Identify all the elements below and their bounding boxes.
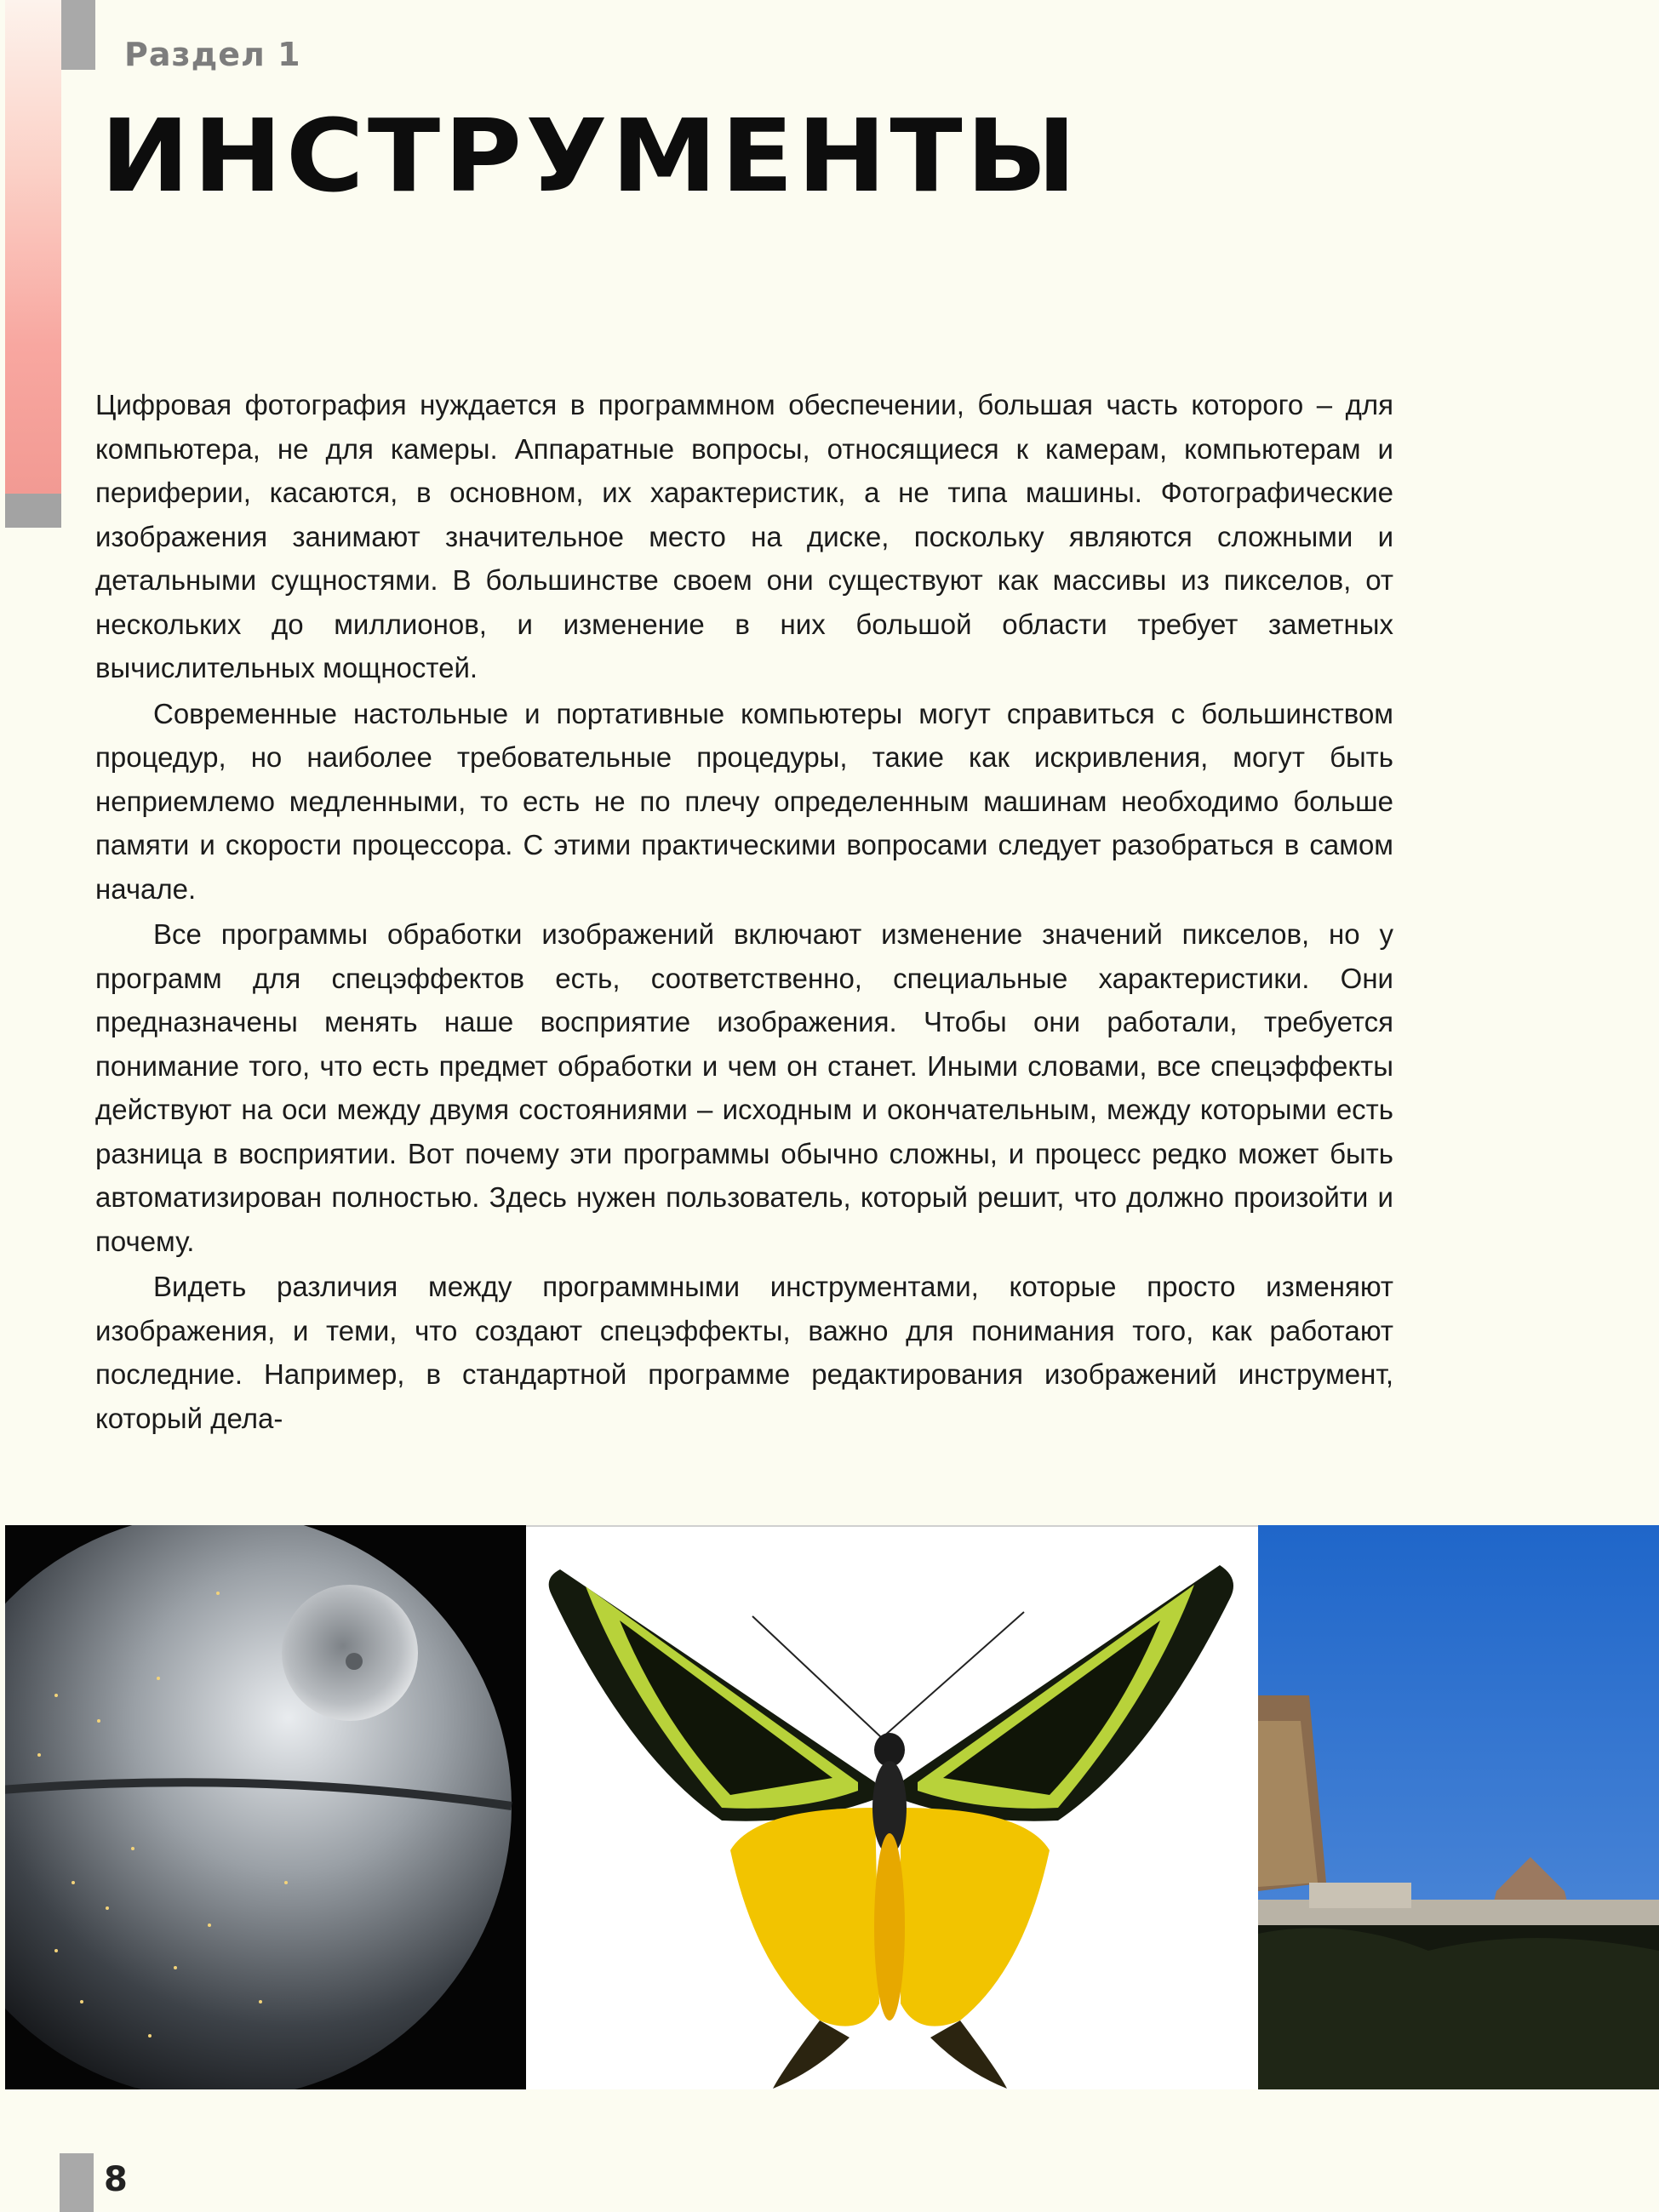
- page-number-bar: [60, 2153, 94, 2212]
- margin-color-band: [5, 0, 61, 494]
- photo-strip: [5, 1525, 1659, 2089]
- temple-photo: [1258, 1525, 1659, 2089]
- margin-grey-block: [5, 494, 61, 528]
- chapter-title: ИНСТРУМЕНТЫ: [100, 97, 1080, 214]
- section-marker-bar: [61, 0, 95, 70]
- paragraph: Все программы обработки изображений включают изменение значений пикселов, но у программ для спецэффектов есть, соответственно, специальные характеристики. Они предназначены менять наше восприятие изображения. Чтобы они работали, требуется понимание того, что есть предмет обработки и чем он станет. Иными словами, все спецэффекты действуют на оси между двумя состояниями – исходным и окончательным, между которыми есть разница в восприятии. Вот почему эти программы обычно сложны, и процесс редко может быть автоматизирован полностью. Здесь нужен пользователь, который решит, что должно произойти и почему.: [95, 918, 1393, 1257]
- page-number: 8: [104, 2160, 128, 2199]
- butterfly-photo: [526, 1525, 1258, 2089]
- body-text: [95, 383, 1393, 1442]
- paragraph: Цифровая фотография нуждается в программном обеспечении, большая часть которого – для компьютера, не для камеры. Аппаратные вопросы, относящиеся к камерам, компьютерам и периферии, касаются, в основном, их характеристик, а не типа машины. Фотографические изображения занимают значительное место на диске, поскольку являются сложными и детальными сущностями. В большинстве своем они существуют как массивы из пикселов, от нескольких до миллионов, и изменение в них большой области требует заметных вычислительных мощностей.: [95, 389, 1393, 683]
- paragraph: Видеть различия между программными инструментами, которые просто изменяют изображения, и теми, что создают спецэффекты, важно для понимания того, как работают последние. Например, в стандартной программе редактирования изображений инструмент, который дела-: [95, 1271, 1393, 1434]
- paragraph: Современные настольные и портативные компьютеры могут справиться с большинством процедур, но наиболее требовательные процедуры, такие как искривления, могут быть неприемлемо медленными, то есть не по плечу определенным машинам необходимо больше памяти и скорости процессора. С этими практическими вопросами следует разобраться в самом начале.: [95, 697, 1393, 905]
- section-label: Раздел 1: [124, 36, 301, 73]
- space-station-photo: [5, 1525, 526, 2089]
